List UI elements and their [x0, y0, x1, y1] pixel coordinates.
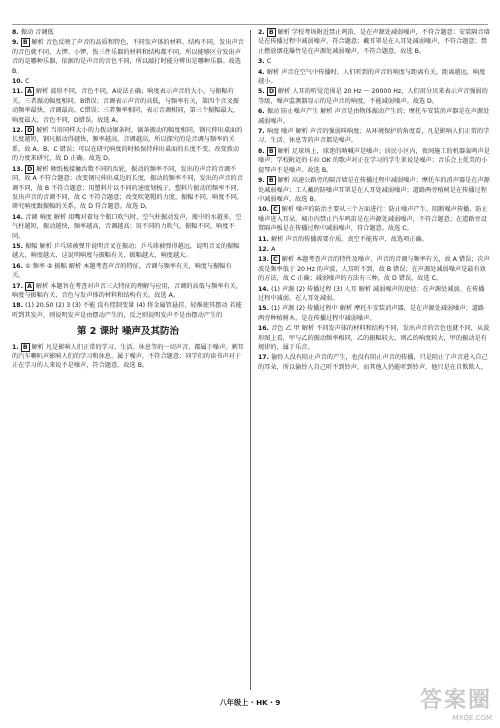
answer-number: 14.: [258, 285, 272, 293]
answer-text: 音色 乙 甲 解析 不同发声体的材料和结构不同，发出声音的音色也就不同，从波形图上看，甲与乙的振动频率相同，乙的振幅较大，则乙的响度较大，甲的振动是有规律的，属于乐音。: [258, 325, 490, 351]
answer-number: 5.: [258, 88, 267, 96]
answer-text: 解析 波形不同，音色不同，A说法正确；响度表示声音的大小，与振幅有关，三者振动幅度相同，B错误；音调表示声音的高低，与频率有关，第四个音叉振动频率最快，音调最高，C错误；三者频率相同，表示音调相同，第三个振幅最大，响度最大，音色不同，D错误。故选 A。: [12, 88, 240, 124]
answer-number: 3.: [258, 58, 267, 66]
answer-item: [258, 147, 490, 175]
answer-item: [258, 235, 490, 244]
answer-number: 12.: [12, 127, 26, 135]
answer-list-left: [12, 28, 244, 320]
answer-text: (1) 声源 (2) 传播过程中 解析 摩托车安装消声器，是在声源处减弱噪声；道路两旁种植树木，是在传播过程中减弱噪声。: [258, 305, 485, 322]
answer-text: 解析 声音的传播需要介质，真空不能传声，故选项正确。: [271, 235, 428, 243]
answer-number: 13.: [258, 256, 272, 264]
answer-item: [12, 38, 244, 76]
answer-item: [258, 324, 490, 352]
answer-text: 偷铃人没有阻止声音的产生，也没有阻止声音的传播，只是阻止了声音进入自己的耳朵，所以偷铃人自己听不到铃声，而其他人仍能听到铃声，他只是在自欺欺人。: [258, 354, 488, 371]
answer-choice: C: [273, 256, 278, 264]
answer-list-right: [258, 28, 490, 372]
answer-text: 响度 噪声 解析 声音的强弱叫响度；从环境保护的角度看，凡是影响人们正常的学习、生活、休息等的声音都是噪声。: [258, 128, 490, 145]
answer-item: [12, 242, 244, 261]
answer-text: 解析 人耳的听觉范围是 20 Hz ～ 20000 Hz，人们用分贝来表示声音强弱的等级，噪声监测器显示的是声音的响度，不能减弱噪声。故选 D。: [258, 88, 488, 105]
answer-item: [12, 126, 244, 164]
answer-item: [12, 87, 244, 125]
answer-item: [258, 285, 490, 304]
answer-item: [258, 353, 490, 372]
answer-item: [258, 127, 490, 146]
answer-choice: D: [27, 127, 33, 135]
answer-choice: C: [273, 206, 278, 214]
answer-text: 解析 本题旨在考查对声音三大特征的理解与应用，音调的高低与频率有关，响度与振幅有关，音色与发声体的材料和结构有关。故选 A。: [12, 282, 243, 299]
answer-item: [258, 245, 490, 254]
answer-item: [258, 57, 490, 66]
answer-number: 15.: [12, 242, 26, 250]
answer-number: 7.: [258, 128, 267, 136]
answer-number: 11.: [12, 88, 26, 96]
answer-number: 15.: [258, 305, 272, 313]
answer-number: 9.: [12, 39, 21, 47]
watermark-logo: [420, 683, 492, 722]
answer-number: 13.: [12, 165, 26, 173]
answer-text: ① 频率 ② 振幅 解析 本题考查声音的特征，音调与频率有关，响度与振幅有关。: [12, 262, 232, 280]
answer-choice: B: [268, 29, 274, 36]
right-column: [258, 28, 490, 373]
answer-number: 17.: [12, 282, 26, 290]
answer-item: [12, 28, 244, 37]
answer-number: 14.: [12, 213, 26, 221]
answer-item: [12, 213, 244, 241]
answer-text: 音调 响度 解析 用嘴对着每个瓶口吹气时，空气柱振动发声，瓶中的水越多，空气柱越短，振动越快，频率越高，音调越高；用不同的力吹气，振幅不同，响度不同。: [12, 213, 242, 240]
watermark-url: MXQE.COM: [452, 714, 492, 722]
answer-text: 解析 本题考查声音的特性及噪声，声音的音调与频率有关，故 A 错误；次声波是频率低于 20 Hz 的声波，人耳听不到，故 B 错误；在声源处减弱噪声是最有效的方法，故 C 正确；减弱噪声的方法有三种，故 D 错误。故选 C。: [258, 256, 490, 283]
answer-number: 17.: [258, 354, 272, 362]
answer-item: [258, 304, 490, 323]
answer-number: 8.: [258, 147, 267, 155]
answer-text: 解析 当用同样大小的力拨动锯条时，锯条振动的幅度相同，钢尺伸出桌面的长度越短，钢尺振动得越快，频率越高，音调越高，所以探究的是音调与频率的关系，故 A、B、C 错误；可以在研究响度的时候保持伸出桌面的长度不变，改变拨动的力度来研究，故 D 正确。故选 D。: [12, 127, 243, 163]
answer-item: [258, 205, 490, 233]
answer-item: [12, 77, 244, 86]
answer-text: 解析 声音在空气中传播时，人们听到的声音的响度与距离有关，距离越远，响度越小。: [258, 68, 486, 86]
answer-number: 10.: [12, 78, 26, 86]
answer-text: 解析 硬纸板接触齿数不同的齿轮，振动的频率不同，发出的声音的音调不同，故 A 不符合题意；改变钢尺伸出桌边的长度，振动的频率不同，发出的声音的音调不同，故 B 不符合题意；用塑料片以不同的速度划梳子，塑料片振动的频率不同，发出声音的音调不同，故 C 不符合题意；改变吹笔帽的力度，振幅不同，响度不同，研究响度跟振幅的关系，故 D 符合题意。故选 D。: [12, 165, 244, 211]
answer-text: 解析 音色反映了声音的品质和特色，不同发声体的材料、结构不同，发出声音的音色就不同，大锣、小锣、钹三件乐器的材料和结构都不同，所以能够区分发出声音的是哪种乐器，依据的是声音的音色不同，所以敲打时能分辨出是哪种乐器。故选 B。: [12, 39, 244, 75]
answer-list-left-2: [12, 343, 244, 371]
answer-text: 解析 学校考场附近禁止鸣笛，是在声源处减弱噪声，不符合题意；安装隔音墙是在传播过程中减弱噪声，符合题意；戴耳罩是在人耳处减弱噪声，不符合题意；禁止燃放烟花爆竹是在声源处减弱噪声，不符合题意。故选 B。: [258, 29, 490, 55]
answer-item: [258, 87, 490, 106]
answer-choice: A: [27, 88, 32, 96]
answer-number: 9.: [258, 177, 267, 185]
answer-number: 11.: [258, 235, 272, 243]
answer-item: [12, 343, 244, 371]
answer-text: 解析 足球场上，球迷的呐喊声是噪声；居民小区内，夜间施工的机器轰鸣声是噪声；学校附近的卡拉 OK 的歌声对正在学习的学生来说是噪声；音乐会上优美的小提琴声不是噪声。故选 B。: [258, 147, 490, 174]
answer-number: 16.: [12, 262, 26, 270]
page-footer: 八年级上 · HK · 9: [219, 698, 281, 707]
answer-item: [12, 301, 244, 320]
answer-item: [258, 255, 490, 283]
answer-number: 18.: [12, 302, 26, 310]
answer-item: [258, 68, 490, 87]
answer-number: 6.: [258, 108, 267, 116]
answer-item: [258, 176, 490, 204]
answer-number: 12.: [258, 245, 272, 253]
answer-choice: B: [22, 343, 28, 351]
answer-text: 解析 凡是影响人们正常的学习、生活、休息等的一切声音，都属于噪声。刺耳的汽车喇叭声影响人们的学习和休息，属于噪声，不符合题意；同学们的读书声对于正在学习的人来说不是噪声，符合题意。故选 B。: [12, 343, 244, 370]
answer-text: 解析 高速公路旁的隔音墙是在传播过程中减弱噪声；摩托车的消声器是在声源处减弱噪声；工人戴的防噪声耳罩是在人耳处减弱噪声；道路两旁植树是在传播过程中减弱噪声。故选 B。: [258, 177, 490, 203]
answer-text: A: [271, 245, 276, 253]
answer-text: C: [25, 78, 30, 86]
column-divider: [250, 30, 251, 690]
answer-number: 2.: [258, 29, 267, 36]
answer-item: [258, 107, 490, 126]
answer-number: 4.: [258, 68, 267, 76]
answer-text: (1) 声源 (2) 传播过程 (3) 人耳 解析 减弱噪声的途径：在声源处减弱、在传播过程中减弱、在人耳处减弱。: [258, 285, 485, 302]
answer-item: [258, 28, 490, 56]
answer-item: [12, 282, 244, 301]
answer-item: [12, 165, 244, 212]
left-column: [12, 28, 244, 372]
answer-choice: B: [22, 39, 28, 47]
answer-choice: D: [27, 165, 33, 173]
answer-item: [12, 262, 244, 281]
top-rule: [12, 24, 488, 25]
answer-text: 振动 音调低: [20, 29, 54, 36]
answer-number: 10.: [258, 206, 272, 214]
answer-number: 16.: [258, 325, 272, 333]
answer-text: 解析 噪声的防治主要从三个方面进行：防止噪声产生、阻断噪声传播、防止噪声进入耳朵。城市内禁止汽车鸣笛是在声源处减弱噪声，不符合题意；在道路旁设置隔声板是在传播过程中减弱噪声，符合题意。故选 C。: [258, 206, 488, 233]
answer-choice: A: [27, 282, 32, 290]
answer-text: 振动 防止噪声产生 解析 声音是由物体振动产生的；摩托车安装消声器是在声源处减弱噪声。: [258, 108, 490, 125]
answer-number: 1.: [12, 343, 21, 351]
section-title: 第 2 课时 噪声及其防治: [76, 326, 180, 338]
answer-number: 8.: [12, 29, 21, 36]
answer-text: 振幅 解析 乒乓球被弹开说明音叉在振动；乒乓球被弹得越远，说明音叉的振幅越大，响度越大，这说明响度与振幅有关，振幅越大，响度越大。: [12, 242, 240, 260]
answer-text: C: [266, 58, 272, 66]
answer-choice: D: [268, 88, 274, 96]
answer-choice: B: [268, 147, 274, 155]
answer-choice: B: [268, 177, 274, 185]
answer-text: (1) 20.50 (2) 3 (3) 不能 没有控制变量 (4) 将金属管悬挂，轻推使其摆动 若能听到其发声，则说明发声是由摆动产生的，反之则说明发声不是由摆动产生的: [12, 302, 242, 319]
watermark-text: 答案圈: [419, 687, 492, 713]
